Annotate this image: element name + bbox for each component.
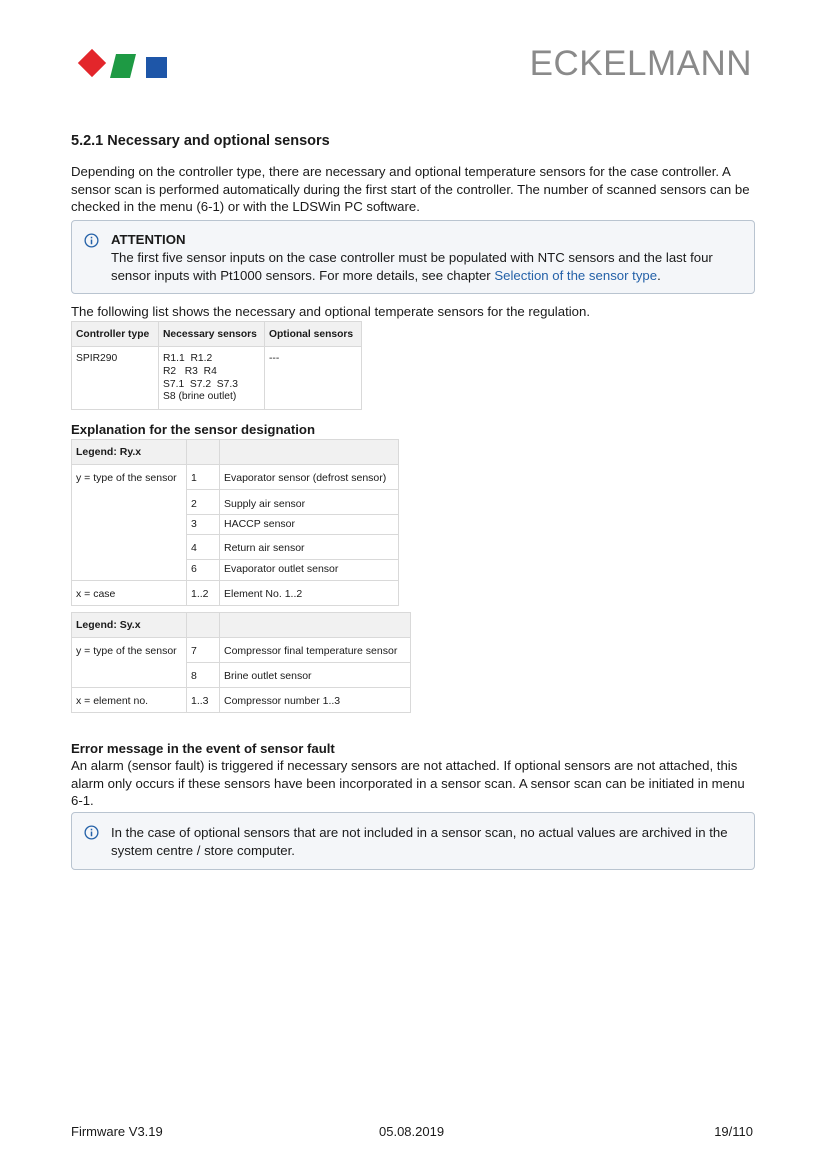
legend-code: 8 bbox=[187, 663, 220, 688]
table-row bbox=[72, 688, 411, 713]
footer-date: 05.08.2019 bbox=[379, 1124, 445, 1139]
legend-desc: Brine outlet sensor bbox=[220, 663, 411, 688]
intro-paragraph: Depending on the controller type, there are necessary and optional temperature sensors for the case controller. A sensor scan is performed automatically during the first start of the controller. The number of scanned sensors can be checked in the menu (6-1) or with the LDSWin PC software. bbox=[71, 164, 750, 214]
legend-desc: Supply air sensor bbox=[220, 490, 399, 515]
info-icon bbox=[84, 233, 99, 248]
table-header: Controller type bbox=[72, 322, 159, 347]
necessary-sensors-cell bbox=[159, 347, 265, 410]
logo-green-parallelogram bbox=[110, 54, 136, 78]
note-box bbox=[71, 812, 755, 870]
explanation-title: Explanation for the sensor designation bbox=[71, 422, 316, 437]
table-row bbox=[72, 347, 362, 410]
sensor-table bbox=[71, 321, 362, 410]
legend-header-blank bbox=[187, 440, 220, 465]
legend-code: 7 bbox=[187, 638, 220, 663]
legend-desc: Compressor final temperature sensor bbox=[220, 638, 411, 663]
legend-x-label: x = case bbox=[72, 581, 187, 606]
info-icon bbox=[84, 825, 99, 840]
necessary-sensor-line: R2 R3 R4 bbox=[163, 365, 217, 377]
necessary-sensor-line: R1.1 R1.2 bbox=[163, 353, 213, 364]
attention-text-main: The first five sensor inputs on the case controller must be populated with NTC sensors and the last four sensor inputs with Pt1000 sensors. For more details, see chapter bbox=[111, 250, 713, 283]
legend-desc: Element No. 1..2 bbox=[220, 581, 399, 606]
necessary-sensor-line: S8 (brine outlet) bbox=[163, 391, 237, 403]
attention-text bbox=[111, 249, 751, 285]
error-text: An alarm (sensor fault) is triggered if necessary sensors are not attached. If optional sensors are not attached, this alarm only occurs if these sensors have been incorporated in a sensor scan. A sensor scan can be initiated in menu 6-1. bbox=[71, 758, 745, 808]
table-header: Necessary sensors bbox=[159, 322, 265, 347]
list-intro: The following list shows the necessary and optional temperate sensors for the regulation. bbox=[71, 304, 590, 319]
attention-box bbox=[71, 220, 755, 294]
legend-code: 6 bbox=[187, 560, 220, 581]
legend-ry-header: Legend: Ry.x bbox=[72, 440, 187, 465]
optional-sensors-cell: --- bbox=[265, 347, 362, 410]
legend-code: 2 bbox=[187, 490, 220, 515]
legend-y-label: y = type of the sensor bbox=[72, 465, 187, 581]
table-header-row bbox=[72, 322, 362, 347]
legend-header-row bbox=[72, 613, 411, 638]
company-logo bbox=[76, 48, 168, 80]
legend-code: 1..2 bbox=[187, 581, 220, 606]
table-row bbox=[72, 581, 399, 606]
legend-header-blank bbox=[220, 440, 399, 465]
legend-x-label: x = element no. bbox=[72, 688, 187, 713]
legend-desc: Compressor number 1..3 bbox=[220, 688, 411, 713]
footer-firmware: Firmware V3.19 bbox=[71, 1124, 163, 1139]
logo-blue-square bbox=[146, 57, 167, 78]
legend-desc: Evaporator sensor (defrost sensor) bbox=[220, 465, 399, 490]
legend-y-label: y = type of the sensor bbox=[72, 638, 187, 688]
table-row bbox=[72, 638, 411, 663]
legend-sy-header: Legend: Sy.x bbox=[72, 613, 187, 638]
logo-red-diamond bbox=[78, 49, 106, 77]
legend-desc: HACCP sensor bbox=[220, 515, 399, 535]
table-row bbox=[72, 465, 399, 490]
legend-header-blank bbox=[187, 613, 220, 638]
legend-ry-table bbox=[71, 439, 399, 606]
legend-code: 1 bbox=[187, 465, 220, 490]
legend-desc: Return air sensor bbox=[220, 535, 399, 560]
legend-header-row bbox=[72, 440, 399, 465]
brand-name: ECKELMANN bbox=[529, 44, 752, 83]
section-title: 5.2.1 Necessary and optional sensors bbox=[71, 133, 330, 149]
legend-sy-table bbox=[71, 612, 411, 713]
controller-type-cell: SPIR290 bbox=[72, 347, 159, 410]
footer-page: 19/110 bbox=[714, 1124, 753, 1139]
sensor-type-link[interactable]: Selection of the sensor type bbox=[494, 268, 658, 283]
legend-code: 3 bbox=[187, 515, 220, 535]
legend-desc: Evaporator outlet sensor bbox=[220, 560, 399, 581]
attention-title: ATTENTION bbox=[111, 232, 186, 247]
attention-text-end: . bbox=[657, 268, 661, 283]
necessary-sensor-line: S7.1 S7.2 S7.3 bbox=[163, 378, 238, 390]
note-text: In the case of optional sensors that are not included in a sensor scan, no actual values are archived in the system centre / store computer. bbox=[111, 825, 728, 858]
error-title: Error message in the event of sensor fault bbox=[71, 741, 335, 756]
legend-code: 1..3 bbox=[187, 688, 220, 713]
table-header: Optional sensors bbox=[265, 322, 362, 347]
legend-header-blank bbox=[220, 613, 411, 638]
legend-code: 4 bbox=[187, 535, 220, 560]
